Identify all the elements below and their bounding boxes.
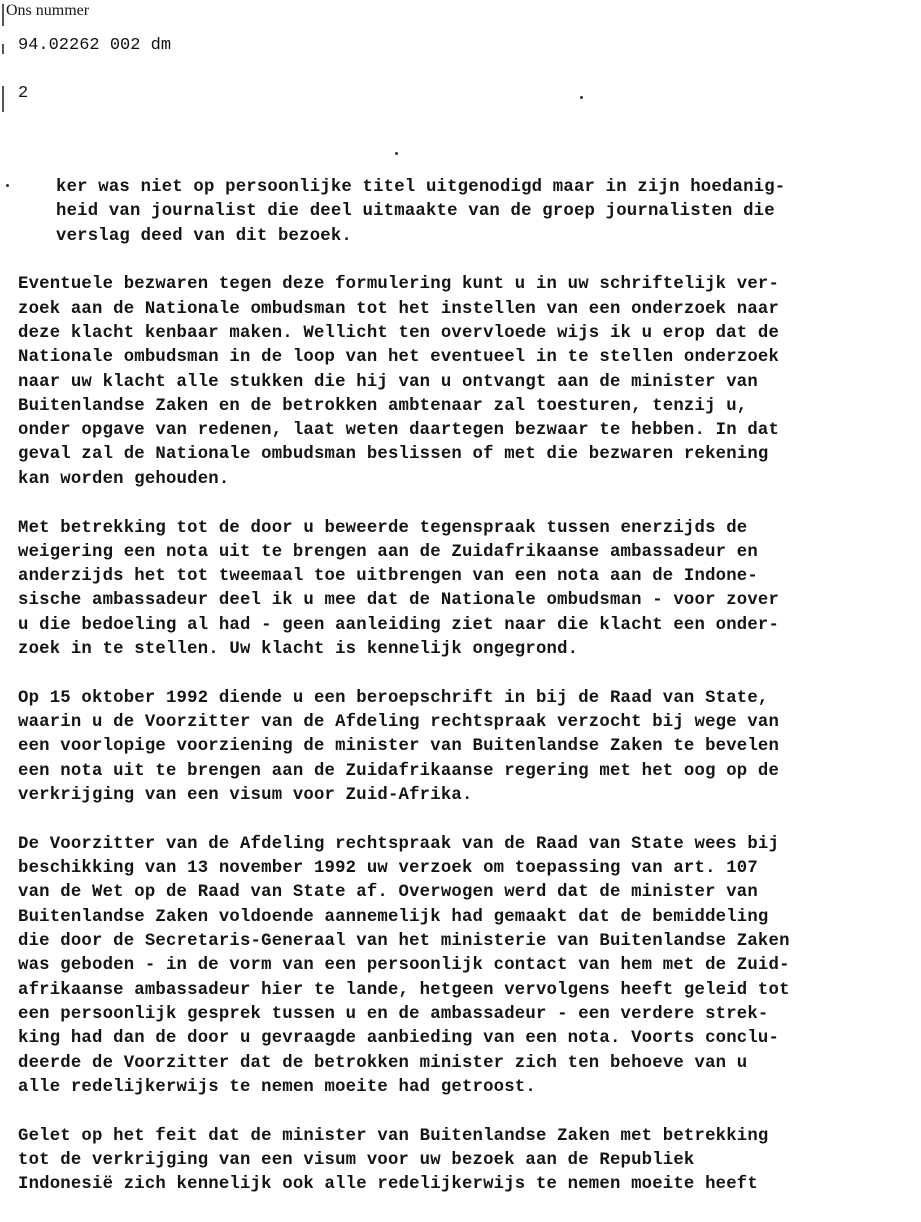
text-line: anderzijds het tot tweemaal toe uitbrengen van een nota aan de Indone-: [18, 567, 758, 587]
text-line: van de Wet op de Raad van State af. Overwogen werd dat de minister van: [18, 883, 758, 903]
text-line: was geboden - in de vorm van een persoonlijk contact van hem met de Zuid-: [18, 956, 790, 976]
text-line: De Voorzitter van de Afdeling rechtspraak van de Raad van State wees bij: [18, 834, 780, 854]
text-line: u die bedoeling al had - geen aanleiding ziet naar die klacht een onder-: [18, 615, 780, 635]
margin-mark: [2, 44, 4, 54]
text-line: een persoonlijk gesprek tussen u en de ambassadeur - een verdere strek-: [18, 1004, 769, 1024]
text-line: Gelet op het feit dat de minister van Buitenlandse Zaken met betrekking: [18, 1126, 769, 1146]
paragraph: [18, 1125, 918, 1198]
text-line: geval zal de Nationale ombudsman beslissen of met die bezwaren rekening: [18, 445, 769, 465]
scan-speck: [580, 96, 583, 99]
text-line: verkrijging van een visum voor Zuid-Afrika.: [18, 786, 473, 806]
paragraph: [18, 176, 918, 249]
text-line: weigering een nota uit te brengen aan de Zuidafrikaanse ambassadeur en: [18, 542, 758, 562]
text-line: Op 15 oktober 1992 diende u een beroepschrift in bij de Raad van State,: [18, 688, 769, 708]
text-line: kan worden gehouden.: [18, 469, 230, 489]
text-line: verslag deed van dit bezoek.: [56, 226, 352, 246]
paragraph: [18, 273, 918, 492]
text-line: heid van journalist die deel uitmaakte van de groep journalisten die: [56, 202, 775, 222]
text-line: Met betrekking tot de door u beweerde tegenspraak tussen enerzijds de: [18, 518, 748, 538]
text-line: deze klacht kenbaar maken. Wellicht ten overvloede wijs ik u erop dat de: [18, 323, 780, 343]
text-line: zoek aan de Nationale ombudsman tot het instellen van een onderzoek naar: [18, 299, 780, 319]
paragraph: [18, 687, 918, 808]
text-line: beschikking van 13 november 1992 uw verzoek om toepassing van art. 107: [18, 859, 758, 879]
text-line: alle redelijkerwijs te nemen moeite had getroost.: [18, 1077, 536, 1097]
text-line: een voorlopige voorziening de minister van Buitenlandse Zaken te bevelen: [18, 737, 780, 757]
text-line: ker was niet op persoonlijke titel uitgenodigd maar in zijn hoedanig-: [56, 178, 786, 197]
text-line: afrikaanse ambassadeur hier te lande, hetgeen vervolgens heeft geleid tot: [18, 980, 790, 1000]
reference-label: Ons nummer: [6, 2, 90, 19]
paragraph: [18, 517, 918, 663]
text-line: king had dan de door u gevraagde aanbieding van een nota. Voorts conclu-: [18, 1029, 780, 1049]
text-line: die door de Secretaris-Generaal van het ministerie van Buitenlandse Zaken: [18, 932, 790, 952]
text-line: deerde de Voorzitter dat de betrokken minister zich ten behoeve van u: [18, 1053, 748, 1073]
text-line: sische ambassadeur deel ik u mee dat de Nationale ombudsman - voor zover: [18, 591, 780, 611]
letter-body: [18, 176, 918, 1222]
text-line: zoek in te stellen. Uw klacht is kennelijk ongegrond.: [18, 640, 579, 660]
reference-number: 94.02262 002 dm: [18, 36, 172, 55]
page-number: 2: [18, 84, 29, 103]
text-line: waarin u de Voorzitter van de Afdeling rechtspraak verzocht bij wege van: [18, 713, 780, 733]
text-line: onder opgave van redenen, laat weten daartegen bezwaar te hebben. In dat: [18, 421, 780, 441]
text-line: Nationale ombudsman in de loop van het eventueel in te stellen onderzoek: [18, 348, 780, 368]
text-line: een nota uit te brengen aan de Zuidafrikaanse regering met het oog op de: [18, 761, 780, 781]
text-line: Buitenlandse Zaken en de betrokken ambtenaar zal toesturen, tenzij u,: [18, 396, 748, 416]
text-line: Buitenlandse Zaken voldoende aannemelijk had gemaakt dat de bemiddeling: [18, 907, 769, 927]
text-line: naar uw klacht alle stukken die hij van u ontvangt aan de minister van: [18, 372, 758, 392]
text-line: Indonesië zich kennelijk ook alle redelijkerwijs te nemen moeite heeft: [18, 1175, 758, 1195]
margin-mark: [2, 86, 4, 112]
text-line: tot de verkrijging van een visum voor uw bezoek aan de Republiek: [18, 1150, 695, 1170]
scan-speck: [6, 184, 9, 187]
paragraph: [18, 833, 918, 1100]
text-line: Eventuele bezwaren tegen deze formulering kunt u in uw schriftelijk ver-: [18, 275, 780, 295]
scan-speck: [395, 152, 398, 155]
margin-mark: [2, 4, 4, 26]
